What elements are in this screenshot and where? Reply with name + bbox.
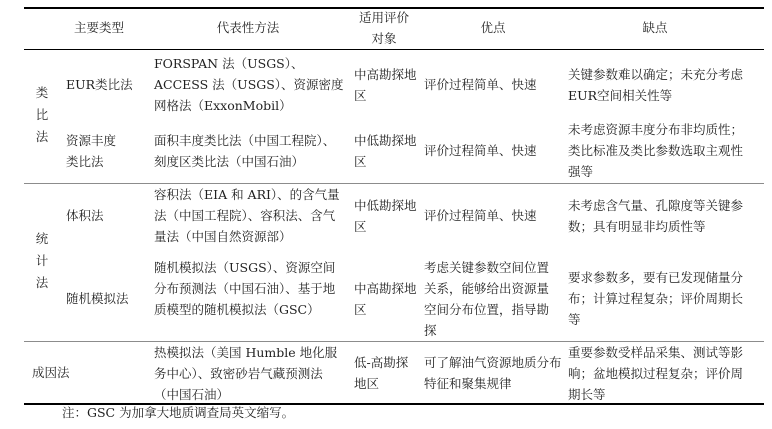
header-cons: 缺点	[642, 20, 668, 35]
row-abundance-scope: 中低勘探地区	[354, 133, 417, 169]
row-abundance-type: 资源丰度类比法	[66, 133, 117, 169]
group-label-analogy: 类比法	[35, 85, 49, 144]
row-eur-scope: 中高勘探地区	[354, 67, 417, 103]
row-random-cons: 要求参数多，要有已发现储量分布；计算过程复杂；评价周期长等	[568, 270, 744, 327]
row-eur-methods: FORSPAN 法（USGS）、ACCESS 法（USGS）、资源密度网格法（ExxonMobil）	[154, 56, 344, 113]
row-random-pros: 考虑关键参数空间位置关系，能够给出资源量空间分布位置，指导勘探	[424, 260, 550, 338]
row-eur-pros: 评价过程简单、快速	[424, 77, 537, 92]
row-abundance-methods: 面积丰度类比法（中国工程院）、刻度区类比法（中国石油）	[154, 133, 336, 169]
row-abundance-cons: 未考虑资源丰度分布非均质性；类比标准及类比参数选取主观性强等	[568, 122, 744, 179]
row-genetic-methods: 热模拟法（美国 Humble 地化服务中心）、致密砂岩气藏预测法（中国石油）	[154, 345, 338, 402]
row-abundance-pros: 评价过程简单、快速	[424, 143, 537, 158]
header-pros: 优点	[480, 20, 506, 35]
row-genetic-pros: 可了解油气资源地质分布特征和聚集规律	[424, 355, 562, 391]
row-random-methods: 随机模拟法（USGS）、资源空间分布预测法（中国石油）、基于地质模型的随机模拟法（GSC）	[154, 260, 336, 317]
header-methods: 代表性方法	[216, 20, 280, 35]
row-genetic-cons: 重要参数受样品采集、测试等影响；盆地模拟过程复杂；评价周期长等	[568, 345, 744, 402]
row-volume-pros: 评价过程简单、快速	[424, 208, 537, 223]
row-random-scope: 中高勘探地区	[354, 281, 417, 317]
row-volume-methods: 容积法（EIA 和 ARI）、的含气量法（中国工程院）、容积法、含气量法（中国自然资源部）	[154, 187, 340, 244]
row-volume-scope: 中低勘探地区	[354, 198, 417, 234]
row-volume-cons: 未考虑含气量、孔隙度等关键参数；具有明显非均质性等	[568, 198, 744, 234]
row-genetic-scope: 低-高勘探地区	[354, 355, 409, 391]
header-scope: 适用评价对象	[358, 10, 409, 46]
row-eur-cons: 关键参数难以确定；未充分考虑EUR空间相关性等	[568, 67, 744, 103]
header-bottom-rule	[24, 49, 764, 50]
header-category: 主要类型	[73, 20, 124, 35]
row-random-type: 随机模拟法	[66, 291, 129, 306]
row-eur-type: EUR类比法	[66, 77, 133, 92]
row-volume-type: 体积法	[66, 208, 104, 223]
group-label-genetic: 成因法	[32, 365, 70, 380]
group-label-statistic: 统计法	[35, 231, 49, 290]
table-footnote: 注：GSC 为加拿大地质调查局英文缩写。	[62, 405, 295, 420]
row-separator-analogy	[24, 183, 764, 184]
